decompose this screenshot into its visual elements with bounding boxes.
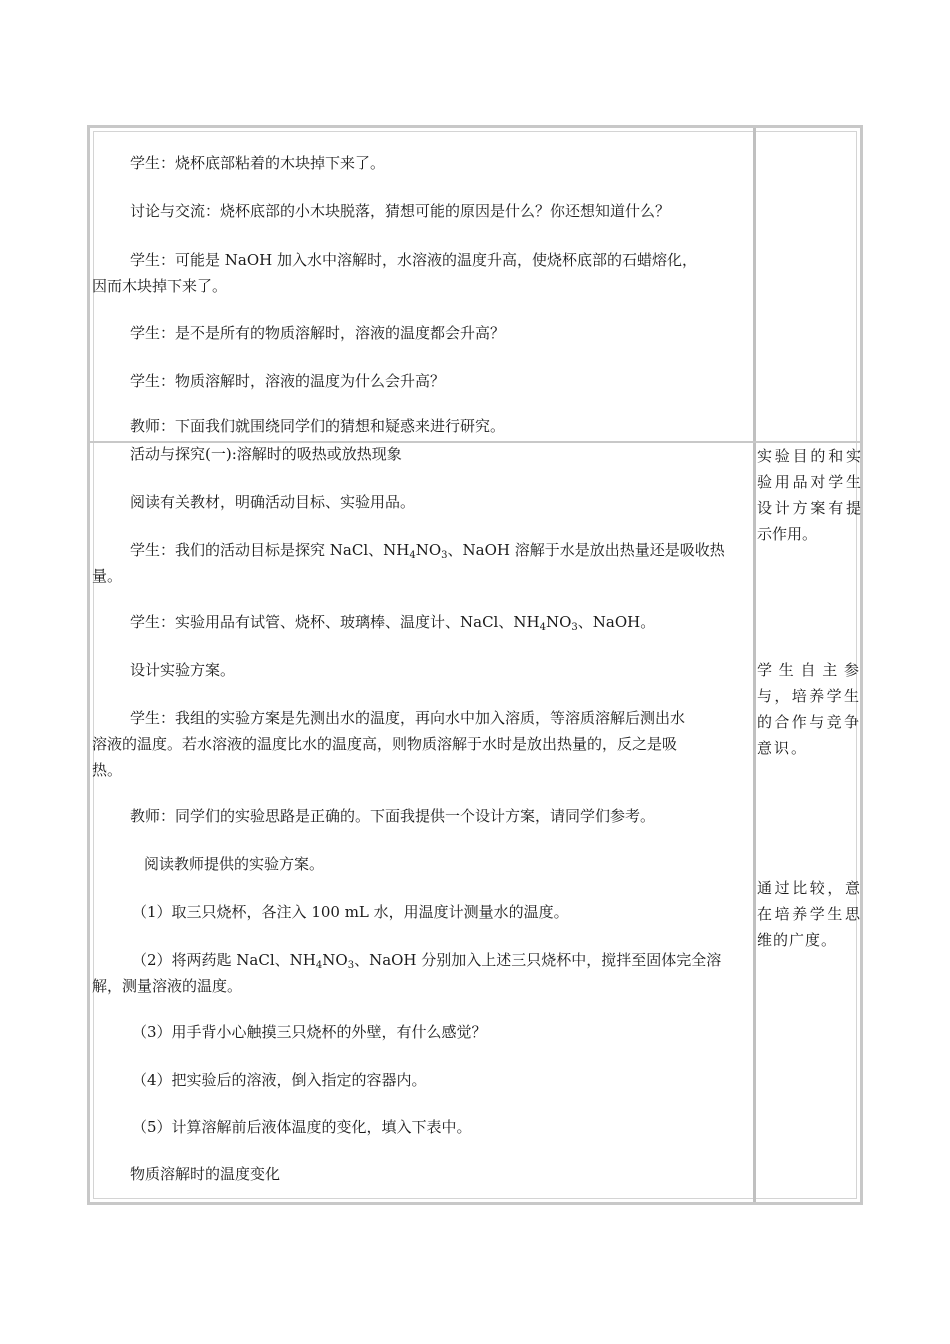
items-text-a: 学生：实验用品有试管、烧杯、玻璃棒、温度计、NaCl、NH (130, 613, 540, 631)
step-4: （4）把实验后的溶液，倒入指定的容器内。 (132, 1071, 427, 1089)
activity-title: 活动与探究(一):溶解时的吸热或放热现象 (130, 445, 402, 463)
step2-sub-1: 4 (315, 960, 323, 971)
student-line-2a: 学生：可能是 NaOH 加入水中溶解时，水溶液的温度升高，使烧杯底部的石蜡熔化， (130, 251, 697, 269)
items-text-b: NO (545, 613, 572, 631)
goal-line (92, 537, 752, 564)
note-3: 通过比较，意在培养学生思维的广度。 (757, 879, 861, 949)
step2-text-a: （2）将两药匙 NaCl、NH (132, 951, 316, 969)
table-title: 物质溶解时的温度变化 (130, 1165, 281, 1183)
goal-sub-1: 4 (409, 550, 416, 561)
goal-text-c: 、NaOH 溶解于水是放出热量还是吸收热 (447, 541, 725, 559)
step-5: （5）计算溶解前后液体温度的变化，填入下表中。 (132, 1118, 472, 1136)
student-line-1: 学生：烧杯底部粘着的木块掉下来了。 (130, 154, 386, 172)
student-line-2b: 因而木块掉下来了。 (92, 277, 228, 295)
student-line-3: 学生：是不是所有的物质溶解时，溶液的温度都会升高？ (130, 324, 506, 342)
step-2-line (92, 947, 752, 974)
step2-text-b: NO (322, 951, 348, 969)
step-2-line-end: 解，测量溶液的温度。 (92, 977, 243, 995)
goal-text-b: NO (415, 541, 442, 559)
plan-line-1: 学生：我组的实验方案是先测出水的温度，再向水中加入溶质，等溶质溶解后测出水 (130, 709, 686, 727)
goal-line-end: 量。 (92, 567, 123, 585)
goal-text-a: 学生：我们的活动目标是探究 NaCl、NH (130, 541, 410, 559)
items-sub-2: 3 (571, 622, 578, 633)
note-2: 学生自主参与，培养学生的合作与竞争意识。 (757, 661, 861, 757)
step-1: （1）取三只烧杯，各注入 100 mL 水，用温度计测量水的温度。 (132, 903, 569, 921)
step2-text-c: 、NaOH 分别加入上述三只烧杯中，搅拌至固体完全溶 (354, 951, 722, 969)
discussion-question: 讨论与交流：烧杯底部的小木块脱落，猜想可能的原因是什么？你还想知道什么？ (130, 202, 671, 220)
step-3: （3）用手背小心触摸三只烧杯的外壁，有什么感觉？ (132, 1023, 487, 1041)
column-divider (753, 128, 756, 1202)
student-line-4: 学生：物质溶解时，溶液的温度为什么会升高？ (130, 372, 446, 390)
teacher-line-2: 教师：同学们的实验思路是正确的。下面我提供一个设计方案，请同学们参考。 (130, 807, 656, 825)
lesson-table (87, 125, 863, 1205)
items-line (92, 609, 752, 636)
design-plan: 设计实验方案。 (130, 661, 236, 679)
plan-line-3: 热。 (92, 761, 123, 779)
teacher-line-1: 教师：下面我们就围绕同学们的猜想和疑惑来进行研究。 (130, 417, 506, 435)
items-sub-1: 4 (539, 622, 546, 633)
plan-line-2: 溶液的温度。若水溶液的温度比水的温度高，则物质溶解于水时是放出热量的，反之是吸 (92, 735, 678, 753)
step2-sub-2: 3 (347, 960, 355, 971)
items-text-c: 、NaOH。 (577, 613, 656, 631)
read-materials: 阅读有关教材，明确活动目标、实验用品。 (130, 493, 416, 511)
goal-sub-2: 3 (441, 550, 448, 561)
read-teacher-plan: 阅读教师提供的实验方案。 (144, 855, 325, 873)
note-1: 实验目的和实验用品对学生设计方案有提示作用。 (757, 447, 861, 543)
